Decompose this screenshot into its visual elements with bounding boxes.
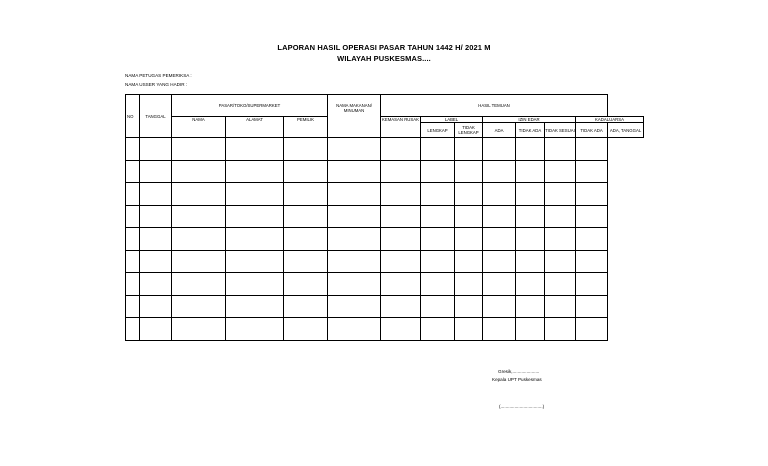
table-cell [516, 160, 545, 183]
table-cell [421, 228, 455, 251]
table-cell [421, 160, 455, 183]
table-cell [483, 183, 516, 206]
header-tidak-sesuai: TIDAK SESUAI [545, 123, 576, 138]
table-cell [226, 318, 284, 341]
signer-title: Kepala UPT Puskesmas [492, 377, 542, 382]
table-cell [516, 205, 545, 228]
table-cell [140, 205, 172, 228]
table-cell [172, 273, 226, 296]
table-cell [381, 160, 421, 183]
table-cell [328, 138, 381, 161]
table-cell [576, 183, 608, 206]
table-row [126, 295, 644, 318]
table-cell [545, 138, 576, 161]
signature-line: (.................................) [499, 404, 545, 409]
table-cell [576, 138, 608, 161]
table-cell [483, 318, 516, 341]
table-cell [483, 250, 516, 273]
table-cell [140, 183, 172, 206]
table-cell [576, 228, 608, 251]
table-cell [455, 138, 483, 161]
table-cell [140, 273, 172, 296]
table-cell [126, 183, 140, 206]
table-cell [381, 250, 421, 273]
table-cell [545, 160, 576, 183]
table-cell [284, 273, 328, 296]
table-cell [140, 138, 172, 161]
table-cell [545, 318, 576, 341]
table-cell [455, 250, 483, 273]
table-cell [126, 273, 140, 296]
table-cell [226, 160, 284, 183]
table-cell [140, 160, 172, 183]
table-cell [545, 273, 576, 296]
table-cell [140, 250, 172, 273]
table-cell [328, 295, 381, 318]
table-cell [576, 160, 608, 183]
table-cell [172, 318, 226, 341]
table-cell [421, 250, 455, 273]
table-cell [483, 205, 516, 228]
table-cell [172, 250, 226, 273]
table-cell [455, 183, 483, 206]
header-pasar: PASAR/TOKO/SUPERMARKET [172, 95, 328, 117]
table-cell [284, 160, 328, 183]
table-cell [126, 250, 140, 273]
table-cell [455, 318, 483, 341]
header-tidak-ada: TIDAK ADA [516, 123, 545, 138]
table-cell [455, 295, 483, 318]
table-cell [284, 138, 328, 161]
document-subtitle: WILAYAH PUSKESMAS.... [337, 54, 431, 63]
header-tidak-ada-kadaluarsa: TIDAK ADA [576, 123, 608, 138]
place-date: Gresik,..................... [498, 369, 540, 374]
table-cell [328, 228, 381, 251]
table-cell [226, 228, 284, 251]
table-row [126, 250, 644, 273]
table-row [126, 205, 644, 228]
header-ada-tanggal: ADA, TANGGAL [608, 123, 644, 138]
table-cell [516, 138, 545, 161]
table-row [126, 138, 644, 161]
officer-label: NAMA PETUGAS PEMERIKSA : [125, 73, 192, 78]
header-pemilik: PEMILIK [284, 117, 328, 138]
table-cell [381, 273, 421, 296]
table-cell [576, 295, 608, 318]
table-cell [455, 160, 483, 183]
table-cell [381, 295, 421, 318]
header-kadaluarsa: KADALUARSA [576, 117, 644, 123]
table-cell [284, 183, 328, 206]
table-cell [421, 138, 455, 161]
table-cell [328, 250, 381, 273]
table-cell [226, 205, 284, 228]
table-cell [126, 228, 140, 251]
table-cell [576, 250, 608, 273]
table-cell [284, 250, 328, 273]
header-alamat: ALAMAT [226, 117, 284, 138]
table-cell [284, 295, 328, 318]
table-cell [140, 295, 172, 318]
table-cell [381, 183, 421, 206]
table-cell [172, 183, 226, 206]
table-cell [576, 205, 608, 228]
table-row [126, 183, 644, 206]
header-kemasan-rusak: KEMASAN RUSAK [381, 117, 421, 138]
table-cell [126, 205, 140, 228]
table-cell [545, 250, 576, 273]
table-cell [328, 160, 381, 183]
table-cell [516, 273, 545, 296]
usser-label: NAMA USSER YANG HADIR : [125, 82, 188, 87]
table-cell [516, 318, 545, 341]
table-cell [545, 183, 576, 206]
table-row [126, 228, 644, 251]
table-cell [284, 205, 328, 228]
table-cell [516, 228, 545, 251]
table-cell [455, 228, 483, 251]
table-row [126, 273, 644, 296]
table-cell [226, 250, 284, 273]
table-cell [483, 273, 516, 296]
table-cell [172, 205, 226, 228]
report-body [126, 138, 644, 341]
table-cell [328, 273, 381, 296]
table-cell [172, 138, 226, 161]
table-cell [284, 318, 328, 341]
header-izin-edar: IZIN EDAR [483, 117, 576, 123]
table-cell [545, 295, 576, 318]
table-cell [226, 183, 284, 206]
header-label: LABEL [421, 117, 483, 123]
table-cell [455, 205, 483, 228]
table-cell [483, 160, 516, 183]
table-cell [328, 183, 381, 206]
table-cell [126, 138, 140, 161]
table-cell [483, 138, 516, 161]
table-row [126, 160, 644, 183]
table-cell [455, 273, 483, 296]
table-cell [381, 228, 421, 251]
report-table [125, 94, 644, 341]
document-title: LAPORAN HASIL OPERASI PASAR TAHUN 1442 H/ 2021 M [277, 43, 491, 52]
table-cell [381, 205, 421, 228]
header-hasil-temuan: HASIL TEMUAN [381, 95, 608, 117]
table-cell [576, 273, 608, 296]
header-nama: NAMA [172, 117, 226, 138]
table-cell [226, 138, 284, 161]
table-cell [516, 250, 545, 273]
table-cell [172, 160, 226, 183]
table-cell [328, 318, 381, 341]
table-cell [545, 205, 576, 228]
table-cell [421, 273, 455, 296]
header-no: NO [126, 95, 140, 138]
table-cell [140, 318, 172, 341]
table-cell [545, 228, 576, 251]
table-cell [576, 318, 608, 341]
table-cell [126, 160, 140, 183]
table-cell [381, 138, 421, 161]
table-cell [140, 228, 172, 251]
table-cell [483, 295, 516, 318]
table-cell [284, 228, 328, 251]
table-cell [516, 183, 545, 206]
table-cell [126, 295, 140, 318]
table-cell [483, 228, 516, 251]
table-row [126, 318, 644, 341]
table-cell [172, 295, 226, 318]
table-cell [126, 318, 140, 341]
table-cell [381, 318, 421, 341]
table-cell [421, 205, 455, 228]
table-cell [226, 273, 284, 296]
table-cell [421, 183, 455, 206]
table-cell [328, 205, 381, 228]
table-cell [516, 295, 545, 318]
table-cell [172, 228, 226, 251]
header-tidak-lengkap: TIDAK LENGKAP [455, 123, 483, 138]
table-cell [421, 295, 455, 318]
header-nama-makanan: NAMA MAKANAN/ MINUMAN [328, 95, 381, 138]
header-tanggal: TANGGAL [140, 95, 172, 138]
header-ada: ADA [483, 123, 516, 138]
header-lengkap: LENGKAP [421, 123, 455, 138]
table-cell [421, 318, 455, 341]
table-cell [226, 295, 284, 318]
